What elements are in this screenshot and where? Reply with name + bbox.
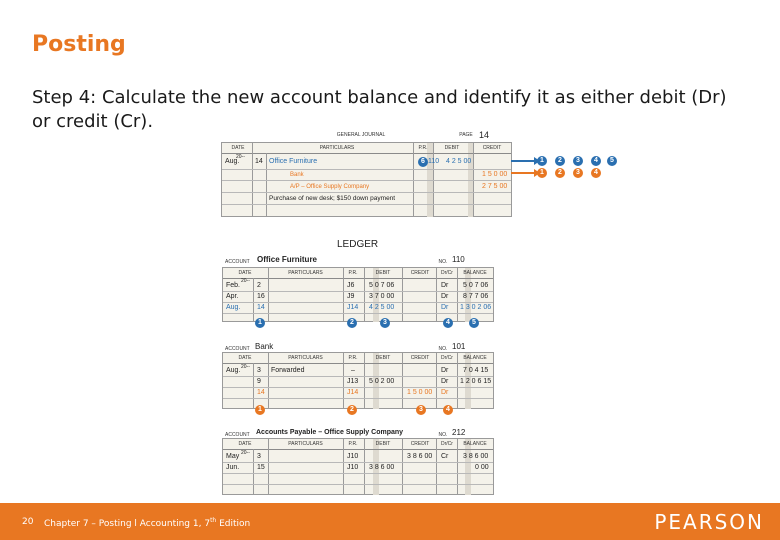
ledger-callout-2: 2 (347, 405, 357, 415)
journal-header-particulars: PARTICULARS (319, 145, 355, 151)
ledger-row-credit: 1 5 0 00 (407, 389, 433, 396)
ledger-header-credit: CREDIT (410, 270, 430, 276)
account-label: ACCOUNT (225, 259, 250, 265)
ledger-header-date: DATE (238, 270, 252, 276)
ledger-row-date: Jun. (226, 464, 240, 471)
ledger-year: 20-- (241, 450, 250, 456)
ledger-callout-4: 4 (443, 318, 453, 328)
ledger-header-drcr: Dr/Cr (441, 355, 453, 361)
ledger-header-drcr: Dr/Cr (441, 441, 453, 447)
ledger-header-pr: P.R. (348, 355, 358, 361)
journal-year: 20-- (236, 154, 245, 160)
account-name: Bank (255, 342, 274, 351)
ledger-header-date: DATE (238, 441, 252, 447)
ledger-row-day: 14 (257, 389, 265, 396)
account-label: ACCOUNT (225, 346, 250, 352)
ledger-row-drcr: Dr (441, 282, 449, 289)
ledger-header-debit: DEBIT (375, 441, 391, 447)
ledger-row-drcr: Dr (441, 378, 449, 385)
journal-page-label: PAGE (459, 132, 473, 138)
ledger-row-balance: 1 3 0 2 06 (460, 304, 492, 311)
ledger-row-pr: J14 (347, 389, 359, 396)
page-number: 20 (22, 517, 34, 527)
ledger-row-credit: 3 8 6 00 (407, 453, 433, 460)
ledger-row-debit: 3 8 6 00 (369, 464, 395, 471)
journal-row-credit: 2 7 5 00 (482, 183, 508, 190)
ledger-row-drcr: Dr (441, 367, 449, 374)
ledger-row-drcr: Dr (441, 293, 449, 300)
ledger-row-day: 9 (257, 378, 261, 385)
ledger-callout-2: 2 (347, 318, 357, 328)
ledger-callout-1: 1 (255, 318, 265, 328)
ledger-row-balance: 3 8 6 00 (463, 453, 489, 460)
journal-row-date: Aug. (225, 158, 240, 165)
slide-body-text: Step 4: Calculate the new account balance and identify it as either debit (Dr) or credit (Cr). (32, 87, 727, 132)
ledger-row-debit: 5 0 7 06 (369, 282, 395, 289)
ledger-row-balance: 1 2 0 6 15 (460, 378, 492, 385)
ledger-header-debit: DEBIT (375, 355, 391, 361)
ledger-row-day: 3 (257, 367, 261, 374)
ledger-figure (222, 238, 502, 500)
ledger-row-balance: 0 00 (475, 464, 489, 471)
callout-blue-3: 3 (573, 156, 583, 166)
callout-orange-3: 3 (573, 168, 583, 178)
ledger-row-date: Feb. (226, 282, 241, 289)
callout-orange-1: 1 (537, 168, 547, 178)
ledger-row-debit: 4 2 5 00 (369, 304, 395, 311)
ledger-row-balance: 7 0 4 15 (463, 367, 489, 374)
orange-arrow (511, 172, 535, 174)
ledger-callout-1: 1 (255, 405, 265, 415)
ledger-row-drcr: Dr (441, 389, 449, 396)
ledger-year: 20-- (241, 278, 250, 284)
callout-orange-2: 2 (555, 168, 565, 178)
journal-row-particulars: A/P – Office Supply Company (290, 184, 370, 190)
journal-marker-6: 6 (418, 157, 428, 167)
ledger-header-particulars: PARTICULARS (288, 355, 323, 361)
journal-page-number: 14 (479, 130, 490, 140)
ledger-header-pr: P.R. (348, 441, 358, 447)
journal-row-pr: 110 (428, 158, 440, 165)
account-no-label: NO. (438, 346, 448, 352)
journal-header-credit: CREDIT (482, 145, 502, 151)
ledger-header-debit: DEBIT (375, 270, 391, 276)
ledger-row-debit: 5 0 2 00 (369, 378, 395, 385)
ledger-row-balance: 8 7 7 06 (463, 293, 489, 300)
ledger-header-pr: P.R. (348, 270, 358, 276)
journal-title: GENERAL JOURNAL (336, 132, 386, 138)
account-number: 101 (452, 342, 466, 351)
ledger-header-credit: CREDIT (410, 355, 430, 361)
ledger-header-balance: BALANCE (463, 441, 487, 447)
ledger-title: LEDGER (337, 239, 379, 250)
journal-row-credit: 1 5 0 00 (482, 171, 508, 178)
journal-row-particulars: Bank (290, 172, 304, 178)
callout-blue-2: 2 (555, 156, 565, 166)
ledger-account-office-furniture (222, 255, 494, 335)
account-label: ACCOUNT (225, 432, 250, 438)
journal-table (221, 142, 512, 217)
ledger-row-pr: J9 (347, 293, 355, 300)
callout-blue-4: 4 (591, 156, 601, 166)
slide-title: Posting (32, 32, 126, 57)
ledger-row-pr: J14 (347, 304, 359, 311)
journal-row-day: 14 (255, 158, 263, 165)
ledger-row-pr: J13 (347, 378, 359, 385)
ledger-row-day: 15 (257, 464, 265, 471)
ledger-row-day: 14 (257, 304, 265, 311)
account-no-label: NO. (438, 432, 448, 438)
ledger-header-particulars: PARTICULARS (288, 441, 323, 447)
callout-blue-5: 5 (607, 156, 617, 166)
ledger-row-day: 16 (257, 293, 265, 300)
pearson-logo: PEARSON (654, 510, 764, 534)
ledger-row-pr: – (351, 367, 355, 374)
ledger-header-drcr: Dr/Cr (441, 270, 453, 276)
ledger-row-debit: 3 7 0 00 (369, 293, 395, 300)
journal-header-debit: DEBIT (444, 145, 460, 151)
ledger-callout-5: 5 (469, 318, 479, 328)
ledger-row-balance: 5 0 7 06 (463, 282, 489, 289)
account-number: 110 (452, 255, 465, 264)
ledger-header-balance: BALANCE (463, 355, 487, 361)
ledger-row-day: 2 (257, 282, 261, 289)
ledger-row-drcr: Dr (441, 304, 449, 311)
footer-bar (0, 503, 780, 540)
ledger-callout-4: 4 (443, 405, 453, 415)
callout-orange-4: 4 (591, 168, 601, 178)
journal-row-particulars: Purchase of new desk; $150 down payment (269, 195, 396, 202)
ledger-account-bank (222, 342, 494, 422)
ledger-header-date: DATE (238, 355, 252, 361)
footer-text: Chapter 7 – Posting l Accounting 1, 7th Edition (44, 517, 251, 529)
journal-row-particulars: Office Furniture (269, 158, 318, 165)
ledger-header-balance: BALANCE (463, 270, 487, 276)
account-number: 212 (452, 428, 466, 437)
ledger-row-date: Aug. (226, 367, 241, 374)
journal-header-date: DATE (231, 145, 245, 151)
ledger-year: 20-- (241, 364, 250, 370)
ledger-account-accounts-payable (222, 428, 494, 498)
general-journal-figure (221, 130, 621, 220)
ledger-header-credit: CREDIT (410, 441, 430, 447)
ledger-header-particulars: PARTICULARS (288, 270, 323, 276)
ledger-row-date: Apr. (226, 293, 239, 300)
ledger-row-date: Aug. (226, 304, 241, 311)
ledger-row-particulars: Forwarded (271, 367, 305, 374)
ledger-row-day: 3 (257, 453, 261, 460)
account-name: Office Furniture (257, 255, 318, 264)
ledger-row-drcr: Cr (441, 453, 449, 460)
ledger-callout-3: 3 (416, 405, 426, 415)
ledger-row-date: May (226, 453, 240, 460)
ledger-row-pr: J6 (347, 282, 355, 289)
ledger-row-pr: J10 (347, 464, 359, 471)
ledger-callout-3: 3 (380, 318, 390, 328)
blue-arrow (511, 160, 535, 162)
journal-row-debit: 4 2 5 00 (446, 158, 472, 165)
journal-header-pr: P.R. (418, 145, 428, 151)
ledger-row-pr: J10 (347, 453, 359, 460)
account-no-label: NO. (438, 259, 448, 265)
callout-blue-1: 1 (537, 156, 547, 166)
account-name: Accounts Payable – Office Supply Company (256, 429, 404, 436)
